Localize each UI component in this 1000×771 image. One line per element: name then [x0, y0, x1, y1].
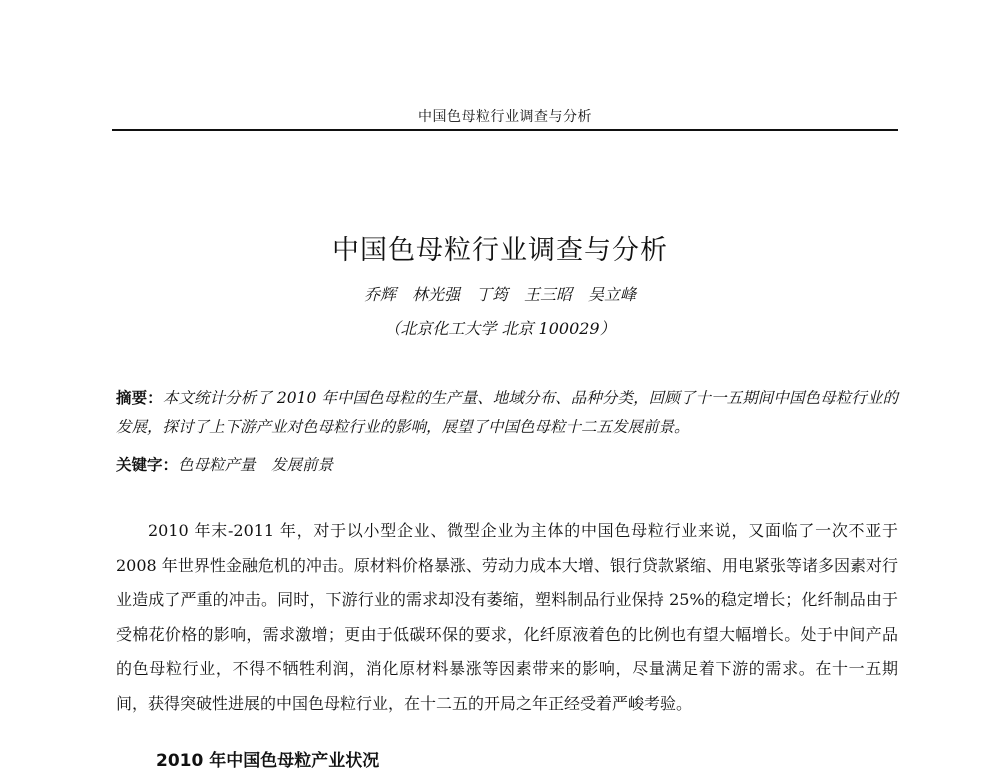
section-heading: 2010 年中国色母粒产业状况 — [156, 751, 380, 771]
abstract-label: 摘要： — [116, 389, 163, 407]
affiliation: （北京化工大学 北京 100029） — [384, 319, 616, 338]
keywords-label: 关键字： — [116, 456, 179, 474]
paper-title: 中国色母粒行业调查与分析 — [332, 235, 668, 266]
keywords — [116, 455, 898, 475]
author-list: 乔辉 林光强 丁筠 王三昭 吴立峰 — [363, 285, 636, 304]
keywords-text: 色母粒产量 发展前景 — [178, 456, 334, 474]
abstract — [116, 384, 898, 442]
running-head: 中国色母粒行业调查与分析 — [418, 109, 592, 125]
body-paragraph: 2010 年末-2011 年，对于以小型企业、微型企业为主体的中国色母粒行业来说，又面临了一次不亚于 2008 年世界性金融危机的冲击。原材料价格暴涨、劳动力成本大增、银行贷款紧缩、用电紧张等诸多因素对行业造成了严重的冲击。同时，下游行业的需求却没有萎缩，塑料制品行业保持 25%的稳定增长；化纤制品由于受棉花价格的影响，需求激增；更由于低碳环保的要求，化纤原液着色的比例也有望大幅增长。处于中间产品的色母粒行业，不得不牺牲利润，消化原材料暴涨等因素带来的影响，尽量满足着下游的需求。在十一五期间，获得突破性进展的中国色母粒行业，在十二五的开局之年正经受着严峻考验。 — [116, 521, 898, 713]
abstract-text: 本文统计分析了 2010 年中国色母粒的生产量、地域分布、品种分类，回顾了十一五期间中国色母粒行业的发展，探讨了上下游产业对色母粒行业的影响，展望了中国色母粒十二五发展前景。 — [116, 389, 898, 436]
header-rule — [112, 129, 898, 131]
